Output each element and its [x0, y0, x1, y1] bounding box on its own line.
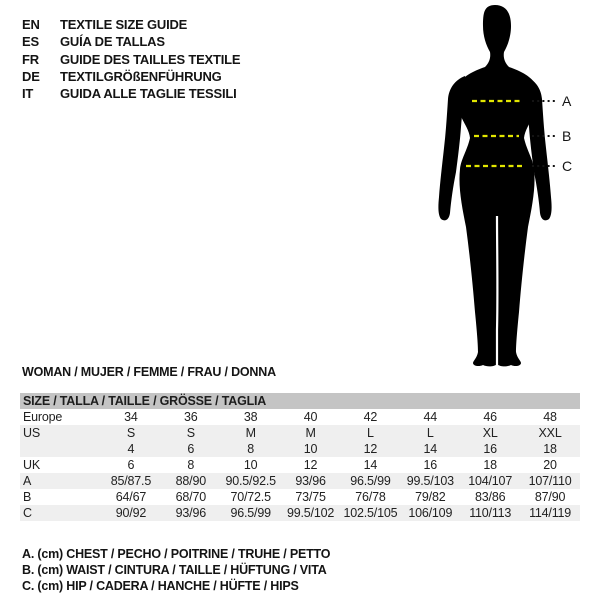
- size-table: [20, 393, 580, 521]
- table-cell: 18: [543, 442, 557, 456]
- table-cell: 40: [303, 410, 318, 424]
- table-cell: 99.5/102: [287, 506, 335, 520]
- legend-line-hip: C. (cm) HIP / CADERA / HANCHE / HÜFTE / HIPS: [22, 579, 299, 594]
- table-cell: 34: [124, 410, 138, 424]
- table-row-us-numeric: [20, 441, 580, 457]
- table-cell: 18: [483, 458, 497, 472]
- table-cell: 14: [423, 442, 438, 456]
- row-label: UK: [23, 458, 40, 472]
- table-cell: 85/87.5: [110, 474, 152, 488]
- table-header: SIZE / TALLA / TAILLE / GRÖSSE / TAGLIA: [20, 393, 580, 409]
- language-row-en: [22, 16, 240, 33]
- table-row-hip-c: [20, 505, 580, 521]
- table-cell: 93/96: [175, 506, 206, 520]
- woman-silhouette-figure: [420, 0, 600, 375]
- table-cell: 102.5/105: [343, 506, 398, 520]
- language-row-fr: [22, 51, 240, 68]
- table-cell: 42: [363, 410, 378, 424]
- table-cell: 10: [243, 458, 258, 472]
- language-code: DE: [22, 68, 40, 84]
- row-label: B: [23, 490, 32, 504]
- language-code: EN: [22, 17, 40, 32]
- table-cell: 104/107: [468, 474, 513, 488]
- row-label: Europe: [23, 410, 63, 424]
- table-cell: 12: [363, 442, 378, 456]
- language-row-it: [22, 85, 240, 102]
- language-label: TEXTILGRÖßENFÜHRUNG: [60, 68, 222, 84]
- table-cell: 16: [423, 458, 438, 472]
- table-cell: 8: [187, 458, 195, 472]
- table-row-us-letter: [20, 425, 580, 441]
- table-cell: XXL: [538, 426, 562, 440]
- language-code: ES: [22, 34, 39, 50]
- table-cell: 38: [243, 410, 258, 424]
- language-label: GUIDE DES TAILLES TEXTILE: [60, 51, 241, 67]
- table-cell: 20: [543, 458, 557, 472]
- table-cell: 44: [423, 410, 438, 424]
- table-cell: 8: [247, 442, 255, 456]
- legend-line-chest: A. (cm) CHEST / PECHO / POITRINE / TRUHE / PETTO: [22, 547, 331, 561]
- table-cell: 6: [127, 458, 135, 472]
- table-cell: 93/96: [295, 474, 326, 488]
- table-cell: 106/109: [408, 506, 453, 520]
- table-cell: 68/70: [175, 490, 206, 504]
- language-list: [22, 16, 240, 102]
- language-code: IT: [22, 86, 34, 102]
- table-cell: M: [245, 426, 256, 440]
- table-cell: 76/78: [355, 490, 386, 504]
- table-row-chest-a: [20, 473, 580, 489]
- language-label: GUIDA ALLE TAGLIE TESSILI: [60, 86, 237, 102]
- table-cell: 99.5/103: [406, 474, 454, 488]
- language-label: GUÍA DE TALLAS: [60, 34, 165, 50]
- table-cell: L: [426, 426, 434, 440]
- table-row-waist-b: [20, 489, 580, 505]
- table-cell: L: [367, 426, 374, 440]
- measurement-legend: [22, 546, 330, 595]
- row-label: US: [23, 426, 40, 440]
- language-row-es: [22, 33, 240, 50]
- table-cell: 96.5/99: [350, 474, 391, 488]
- language-label: TEXTILE SIZE GUIDE: [60, 17, 188, 32]
- table-cell: S: [126, 426, 135, 440]
- table-cell: 36: [184, 410, 198, 424]
- measure-label-c: C: [562, 158, 573, 174]
- table-cell: 12: [303, 458, 318, 472]
- measure-label-a: A: [562, 93, 572, 109]
- table-cell: 48: [543, 410, 557, 424]
- table-cell: M: [305, 426, 316, 440]
- table-cell: 90/92: [115, 506, 147, 520]
- table-cell: 88/90: [175, 474, 206, 488]
- language-row-de: [22, 68, 240, 85]
- table-cell: 16: [483, 442, 497, 456]
- table-cell: 10: [303, 442, 318, 456]
- row-label: [20, 441, 101, 457]
- table-cell: 64/67: [115, 490, 147, 504]
- table-cell: 70/72.5: [230, 490, 271, 504]
- table-cell: 114/119: [529, 506, 572, 520]
- table-cell: 96.5/99: [230, 506, 271, 520]
- table-cell: 110/113: [469, 506, 512, 520]
- table-cell: S: [186, 426, 195, 440]
- measure-label-b: B: [562, 128, 572, 144]
- legend-line-waist: B. (cm) WAIST / CINTURA / TAILLE / HÜFTUNG / VITA: [22, 563, 327, 578]
- row-label: C: [23, 506, 32, 520]
- table-row-uk: [20, 457, 580, 473]
- table-cell: XL: [482, 426, 498, 440]
- table-cell: 14: [363, 458, 378, 472]
- table-cell: 73/75: [295, 490, 326, 504]
- table-row-europe: [20, 409, 580, 425]
- row-label: A: [23, 474, 32, 488]
- table-cell: 4: [127, 442, 135, 456]
- language-code: FR: [22, 51, 39, 67]
- table-cell: 87/90: [534, 490, 566, 504]
- table-cell: 83/86: [475, 490, 506, 504]
- table-cell: 79/82: [415, 490, 446, 504]
- table-cell: 46: [483, 410, 497, 424]
- section-title: WOMAN / MUJER / FEMME / FRAU / DONNA: [22, 365, 276, 379]
- table-cell: 107/110: [528, 474, 572, 488]
- table-cell: 6: [187, 442, 195, 456]
- table-cell: 90.5/92.5: [225, 474, 276, 488]
